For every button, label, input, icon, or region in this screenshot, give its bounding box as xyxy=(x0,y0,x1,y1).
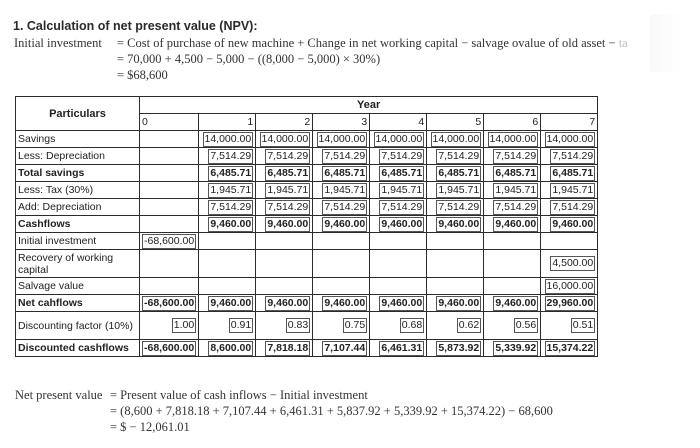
cell-value: 0.75 xyxy=(344,319,366,331)
cell-value: 7,514.29 xyxy=(267,149,309,162)
cell-value: 0.91 xyxy=(230,319,252,331)
value-cell xyxy=(484,148,541,165)
cell-value: 0.83 xyxy=(287,319,309,331)
table-row xyxy=(16,312,598,340)
cell-value: 7,514.29 xyxy=(210,200,252,213)
npv-formula: = Present value of cash inflows − Initial investment xyxy=(110,388,368,402)
value-cell xyxy=(427,216,484,233)
cell-value: 6,485.71 xyxy=(552,166,594,179)
row-label: Savings xyxy=(16,131,140,148)
value-cell xyxy=(140,182,199,199)
value-cell xyxy=(313,131,370,148)
cell-value: 1,945.71 xyxy=(381,183,423,196)
cell-value: 8,600.00 xyxy=(210,341,252,354)
row-label: Initial investment xyxy=(16,233,140,250)
cell-value: 14,000.00 xyxy=(204,132,252,145)
cell-value: 7,514.29 xyxy=(381,200,423,213)
value-cell xyxy=(370,165,427,182)
value-cell xyxy=(370,340,427,357)
table-row xyxy=(16,165,598,182)
value-cell xyxy=(484,278,541,295)
cell-value: 7,514.29 xyxy=(381,149,423,162)
table-row xyxy=(16,199,598,216)
cell-value: 9,460.00 xyxy=(438,217,480,230)
value-cell xyxy=(140,148,199,165)
value-cell xyxy=(256,312,313,340)
cell-value: 1,945.71 xyxy=(267,183,309,196)
cell-value: 1,945.71 xyxy=(552,183,594,196)
cell-value: 9,460.00 xyxy=(552,217,594,230)
value-cell xyxy=(140,131,199,148)
cell-value: 14,000.00 xyxy=(489,132,537,145)
cell-value: 7,514.29 xyxy=(495,200,537,213)
value-cell xyxy=(199,278,256,295)
value-cell xyxy=(427,182,484,199)
value-cell xyxy=(427,340,484,357)
year-cell: 4 xyxy=(370,114,427,131)
value-cell xyxy=(199,165,256,182)
value-cell xyxy=(484,199,541,216)
value-cell xyxy=(484,340,541,357)
value-cell xyxy=(370,250,427,278)
value-cell xyxy=(140,233,199,250)
row-label: Recovery of working capital xyxy=(16,250,140,278)
cell-value: 14,000.00 xyxy=(432,132,480,145)
year-header: Year xyxy=(140,97,598,114)
cell-value: 5,873.92 xyxy=(438,341,480,354)
value-cell xyxy=(484,182,541,199)
table-row xyxy=(16,131,598,148)
row-label: Salvage value xyxy=(16,278,140,295)
value-cell xyxy=(256,295,313,312)
value-cell xyxy=(313,199,370,216)
value-cell xyxy=(484,165,541,182)
cell-value: 7,514.29 xyxy=(267,200,309,213)
value-cell xyxy=(541,250,598,278)
value-cell xyxy=(199,131,256,148)
cell-value: 16,000.00 xyxy=(546,279,594,292)
value-cell xyxy=(199,312,256,340)
cell-value: 0.68 xyxy=(401,319,423,331)
value-cell xyxy=(313,250,370,278)
value-cell xyxy=(199,199,256,216)
cell-value: 14,000.00 xyxy=(318,132,366,145)
value-cell xyxy=(484,233,541,250)
cell-value: 6,485.71 xyxy=(267,166,309,179)
initial-investment-result: = $68,600 xyxy=(117,68,168,82)
value-cell xyxy=(313,278,370,295)
cell-value: 15,374.22 xyxy=(546,341,594,354)
cell-value: 6,485.71 xyxy=(438,166,480,179)
year-cell: 2 xyxy=(256,114,313,131)
cell-value: 9,460.00 xyxy=(324,296,366,309)
cell-value: 9,460.00 xyxy=(438,296,480,309)
value-cell xyxy=(140,295,199,312)
value-cell xyxy=(541,312,598,340)
cell-value: 9,460.00 xyxy=(267,296,309,309)
cell-value: 14,000.00 xyxy=(261,132,309,145)
value-cell xyxy=(427,148,484,165)
cell-value: -68,600.00 xyxy=(144,234,195,247)
table-row xyxy=(16,216,598,233)
year-cell: 6 xyxy=(484,114,541,131)
value-cell xyxy=(256,165,313,182)
value-cell xyxy=(541,340,598,357)
cell-value: 0.62 xyxy=(458,319,480,331)
cell-value: 7,514.29 xyxy=(438,149,480,162)
cell-value: 7,514.29 xyxy=(552,200,594,213)
right-edge-fade xyxy=(640,10,700,90)
value-cell xyxy=(484,131,541,148)
value-cell xyxy=(199,250,256,278)
cell-value: 29,960.00 xyxy=(546,296,594,309)
value-cell xyxy=(427,295,484,312)
row-label: Add: Depreciation xyxy=(16,199,140,216)
value-cell xyxy=(427,199,484,216)
cell-value: 9,460.00 xyxy=(381,217,423,230)
cell-value: -68,600.00 xyxy=(144,341,195,354)
initial-investment-formula xyxy=(117,36,628,51)
cell-value: 6,485.71 xyxy=(495,166,537,179)
value-cell xyxy=(541,131,598,148)
value-cell xyxy=(256,131,313,148)
cell-value: 6,485.71 xyxy=(210,166,252,179)
formula-text: = Cost of purchase of new machine + Change in net working capital − salvage ovalue of old asset − xyxy=(117,36,616,50)
value-cell xyxy=(199,182,256,199)
value-cell xyxy=(140,278,199,295)
cell-value: 6,485.71 xyxy=(324,166,366,179)
value-cell xyxy=(140,165,199,182)
cell-value: 7,514.29 xyxy=(438,200,480,213)
value-cell xyxy=(256,250,313,278)
cell-value: 7,514.29 xyxy=(495,149,537,162)
cell-value: 1,945.71 xyxy=(210,183,252,196)
cell-value: 1,945.71 xyxy=(324,183,366,196)
year-cell: 7 xyxy=(541,114,598,131)
value-cell xyxy=(541,278,598,295)
section-heading: 1. Calculation of net present value (NPV): xyxy=(13,19,258,33)
formula-text-cut: ta xyxy=(615,36,628,50)
npv-table xyxy=(15,96,598,357)
cell-value: 7,107.44 xyxy=(324,341,366,354)
value-cell xyxy=(541,295,598,312)
value-cell xyxy=(256,340,313,357)
cell-value: 9,460.00 xyxy=(495,296,537,309)
value-cell xyxy=(541,148,598,165)
table-row xyxy=(16,250,598,278)
table-row xyxy=(16,182,598,199)
row-label: Total savings xyxy=(16,165,140,182)
cell-value: 7,514.29 xyxy=(210,149,252,162)
year-cell: 3 xyxy=(313,114,370,131)
value-cell xyxy=(370,278,427,295)
row-label: Discounted cashflows xyxy=(16,340,140,357)
value-cell xyxy=(427,312,484,340)
value-cell xyxy=(313,312,370,340)
cell-value: 9,460.00 xyxy=(267,217,309,230)
npv-substitution: = (8,600 + 7,818.18 + 7,107.44 + 6,461.31 + 5,837.92 + 5,339.92 + 15,374.22) − 68,600 xyxy=(110,404,553,418)
value-cell xyxy=(140,216,199,233)
value-cell xyxy=(484,312,541,340)
cell-value: 9,460.00 xyxy=(210,217,252,230)
row-label: Net cahflows xyxy=(16,295,140,312)
header-row xyxy=(16,97,598,114)
value-cell xyxy=(541,233,598,250)
cell-value: 7,818.18 xyxy=(267,341,309,354)
value-cell xyxy=(256,182,313,199)
cell-value: 9,460.00 xyxy=(210,296,252,309)
row-label: Less: Tax (30%) xyxy=(16,182,140,199)
npv-result: = $ − 12,061.01 xyxy=(110,420,190,434)
value-cell xyxy=(370,148,427,165)
value-cell xyxy=(427,131,484,148)
value-cell xyxy=(427,278,484,295)
cell-value: 7,514.29 xyxy=(324,149,366,162)
cell-value: 0.51 xyxy=(572,319,594,331)
table-row xyxy=(16,295,598,312)
cell-value: 1,945.71 xyxy=(495,183,537,196)
initial-investment-label: Initial investment xyxy=(14,36,102,50)
npv-label: Net present value xyxy=(15,388,103,402)
value-cell xyxy=(484,216,541,233)
cell-value: 6,485.71 xyxy=(381,166,423,179)
value-cell xyxy=(256,233,313,250)
cell-value: 7,514.29 xyxy=(324,200,366,213)
cell-value: 14,000.00 xyxy=(546,132,594,145)
value-cell xyxy=(370,233,427,250)
cell-value: 1.00 xyxy=(173,319,195,331)
value-cell xyxy=(370,199,427,216)
cell-value: -68,600.00 xyxy=(144,296,195,309)
year-cell: 1 xyxy=(199,114,256,131)
cell-value: 1,945.71 xyxy=(438,183,480,196)
table-row xyxy=(16,278,598,295)
cell-value: 9,460.00 xyxy=(324,217,366,230)
value-cell xyxy=(484,250,541,278)
value-cell xyxy=(256,278,313,295)
particulars-header: Particulars xyxy=(16,97,140,131)
cell-value: 14,000.00 xyxy=(375,132,423,145)
value-cell xyxy=(541,199,598,216)
row-label: Discounting factor (10%) xyxy=(16,312,140,340)
row-label: Cashflows xyxy=(16,216,140,233)
cell-value: 9,460.00 xyxy=(495,217,537,230)
value-cell xyxy=(427,165,484,182)
year-cell: 0 xyxy=(140,114,199,131)
initial-investment-substitution: = 70,000 + 4,500 − 5,000 − ((8,000 − 5,000) × 30%) xyxy=(117,52,381,66)
cell-value: 7,514.29 xyxy=(552,149,594,162)
value-cell xyxy=(313,295,370,312)
row-label: Less: Depreciation xyxy=(16,148,140,165)
value-cell xyxy=(541,165,598,182)
value-cell xyxy=(313,216,370,233)
value-cell xyxy=(256,148,313,165)
table-row xyxy=(16,340,598,357)
value-cell xyxy=(140,250,199,278)
value-cell xyxy=(199,216,256,233)
value-cell xyxy=(199,295,256,312)
value-cell xyxy=(427,250,484,278)
value-cell xyxy=(541,216,598,233)
value-cell xyxy=(199,148,256,165)
value-cell xyxy=(140,199,199,216)
table-row xyxy=(16,233,598,250)
value-cell xyxy=(199,340,256,357)
cell-value: 5,339.92 xyxy=(495,341,537,354)
cell-value: 9,460.00 xyxy=(381,296,423,309)
cell-value: 4,500.00 xyxy=(552,257,594,269)
value-cell xyxy=(199,233,256,250)
table-row xyxy=(16,148,598,165)
value-cell xyxy=(541,182,598,199)
value-cell xyxy=(370,216,427,233)
cell-value: 6,461.31 xyxy=(381,341,423,354)
value-cell xyxy=(313,148,370,165)
value-cell xyxy=(484,295,541,312)
value-cell xyxy=(370,131,427,148)
value-cell xyxy=(256,216,313,233)
value-cell xyxy=(313,182,370,199)
value-cell xyxy=(427,233,484,250)
value-cell xyxy=(140,340,199,357)
value-cell xyxy=(370,182,427,199)
value-cell xyxy=(140,312,199,340)
value-cell xyxy=(256,199,313,216)
value-cell xyxy=(313,233,370,250)
value-cell xyxy=(313,340,370,357)
value-cell xyxy=(313,165,370,182)
cell-value: 0.56 xyxy=(515,319,537,331)
value-cell xyxy=(370,312,427,340)
value-cell xyxy=(370,295,427,312)
year-cell: 5 xyxy=(427,114,484,131)
